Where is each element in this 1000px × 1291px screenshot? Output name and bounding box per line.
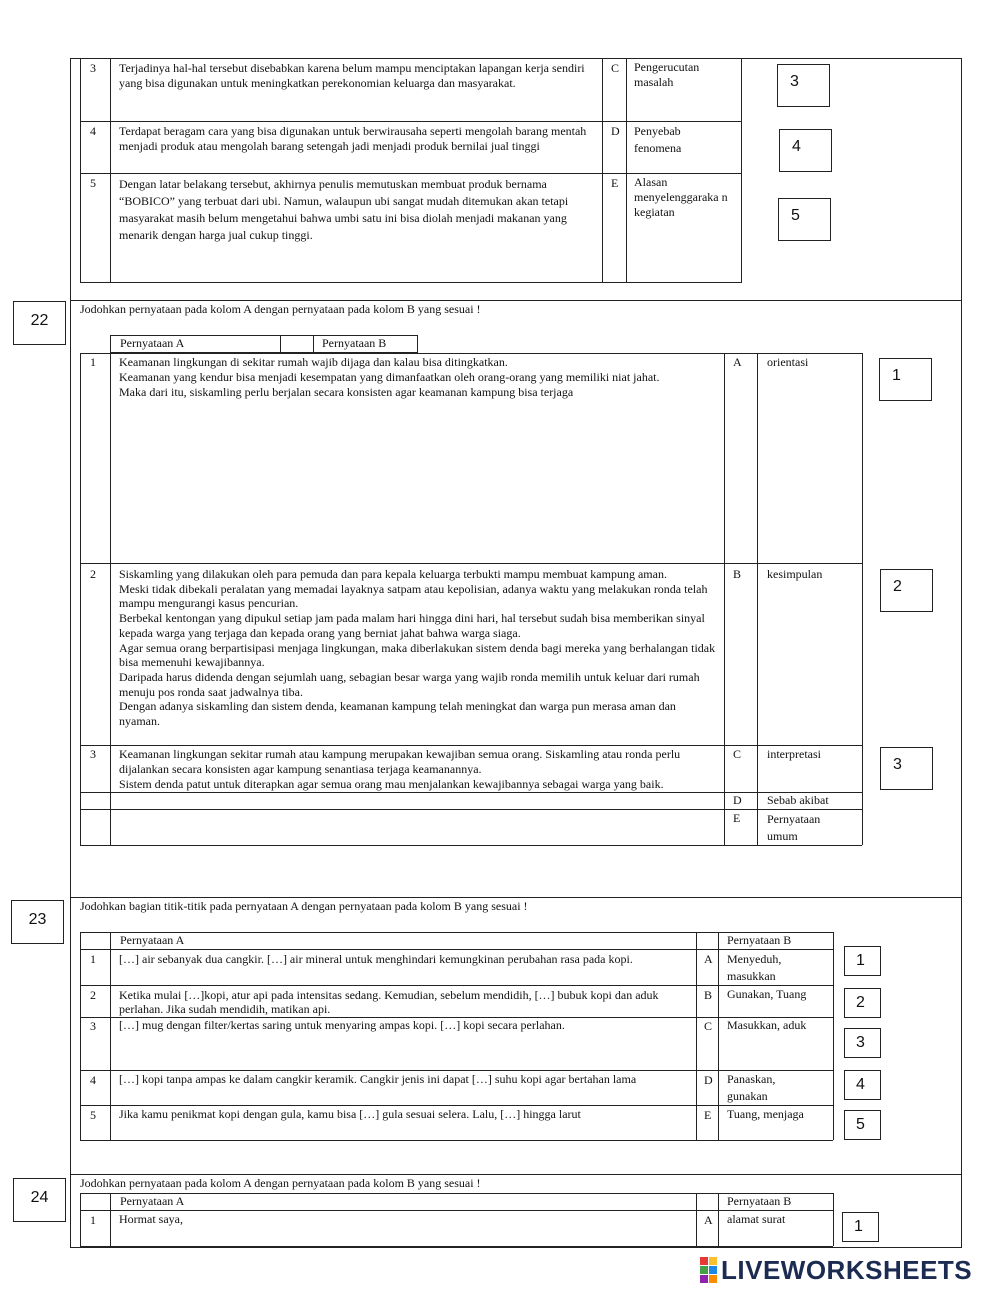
q23-row-text: […] mug dengan filter/kertas saring untuk menyaring ampas kopi. […] kopi secara perlahan. <box>119 1018 565 1032</box>
q22-row-letter: E <box>733 811 741 825</box>
q22-row-text: Keamanan lingkungan sekitar rumah atau kampung merupakan kewajiban semua orang. Siskamling atau ronda perlu dijalankan secara konsisten agar kampung senantiasa terjaga keamanannya. Sistem denda patut untuk diterapkan agar semua orang mau menjalankan kewajibannya sebagai warga yang baik. <box>119 747 681 791</box>
q23-row-option: Gunakan, Tuang <box>727 987 807 1001</box>
q23-row-letter: A <box>704 952 713 966</box>
q22-row-letter: D <box>733 793 742 807</box>
q24-header-a: Pernyataan A <box>120 1194 185 1208</box>
q24-row-letter: A <box>704 1213 713 1227</box>
q22-row-number: 3 <box>90 747 96 761</box>
q24-answer-box[interactable]: 1 <box>842 1212 879 1242</box>
q22-instruction: Jodohkan pernyataan pada kolom A dengan pernyataan pada kolom B yang sesuai ! <box>80 302 481 316</box>
q23-row-letter: D <box>704 1073 713 1087</box>
liveworksheets-logo <box>700 1256 972 1284</box>
q23-answer-box[interactable]: 5 <box>844 1110 881 1140</box>
q22-row-option: interpretasi <box>767 747 821 761</box>
q22-answer-box[interactable]: 2 <box>880 569 933 612</box>
question-number-box: 24 <box>13 1178 66 1222</box>
question-number-box: 23 <box>11 900 64 944</box>
q22-row-number: 1 <box>90 355 96 369</box>
q21-row-option: Pengerucutan masalah <box>634 60 700 89</box>
q23-row-number: 3 <box>90 1019 96 1033</box>
question-number-box: 22 <box>13 301 66 345</box>
q23-row-letter: E <box>704 1108 712 1122</box>
q23-row-option: Panaskan, gunakan <box>727 1072 776 1103</box>
logo-blocks-icon <box>700 1257 717 1283</box>
q22-row-option: kesimpulan <box>767 567 823 581</box>
q21-answer-box[interactable]: 5 <box>778 198 831 241</box>
q21-row-option: Penyebab fenomena <box>634 124 682 155</box>
q23-row-letter: B <box>704 988 713 1002</box>
q23-row-text: […] air sebanyak dua cangkir. […] air mineral untuk menghindari kemungkinan perubahan rasa pada kopi. <box>119 952 633 966</box>
q22-row-text: Keamanan lingkungan di sekitar rumah wajib dijaga dan kalau bisa ditingkatkan. Keamanan yang kendur bisa menjadi kesempatan yang dimanfaatkan oleh orang-orang yang memiliki niat jahat. Maka dari itu, siskamling perlu berjalan secara konsisten agar keamanan kampung bisa terjaga <box>119 355 660 399</box>
q21-row-number: 3 <box>90 61 96 75</box>
q22-row-letter: A <box>733 355 742 369</box>
q22-row-letter: B <box>733 567 742 581</box>
q21-row-letter: C <box>611 61 620 75</box>
q21-row-option: Alasan menyelenggaraka n kegiatan <box>634 175 728 219</box>
q23-answer-box[interactable]: 1 <box>844 946 881 976</box>
q24-row-text: Hormat saya, <box>119 1212 183 1226</box>
q21-row-letter: D <box>611 124 620 138</box>
q22-row-option: orientasi <box>767 355 809 369</box>
q22-row-option: Pernyataan umum <box>767 812 821 843</box>
brand-text: LIVEWORKSHEETS <box>721 1254 973 1285</box>
q23-header-b: Pernyataan B <box>727 933 792 947</box>
q23-instruction: Jodohkan bagian titik-titik pada pernyataan A dengan pernyataan pada kolom B yang sesuai ! <box>80 899 528 913</box>
q23-answer-box[interactable]: 3 <box>844 1028 881 1058</box>
q23-row-option: Masukkan, aduk <box>727 1018 807 1032</box>
q22-answer-box[interactable]: 1 <box>879 358 932 401</box>
q22-row-text: Siskamling yang dilakukan oleh para pemuda dan para kepala keluarga terbukti mampu membuat kampung aman. Meski tidak dibekali peralatan yang memadai layaknya satpam atau kepolisian, adanya waktu yang melakukan ronda telah mampu mengurangi kasus pencurian. Berbekal kentongan yang dipukul setiap jam pada malam hari hingga dini hari, hal tersebut sudah bisa memberikan sinyal kepada warga yang terjaga dan kepada orang yang berniat jahat bahwa warga siaga. Agar semua orang berpartisipasi menjaga lingkungan, maka diberlakukan sistem denda bagi mereka yang berhalangan tidak bisa memenuhi kewajibannya. Daripada harus didenda dengan sejumlah uang, sebagian besar warga yang wajib ronda memilih untuk keluar dari rumah menuju pos ronda saat jadwalnya tiba. Dengan adanya siskamling dan sistem denda, keamanan kampung telah meningkat dan warga pun merasa aman dan nyaman. <box>119 567 716 729</box>
q24-row-number: 1 <box>90 1213 96 1227</box>
q23-row-number: 1 <box>90 952 96 966</box>
q23-row-number: 5 <box>90 1108 96 1122</box>
q24-instruction: Jodohkan pernyataan pada kolom A dengan pernyataan pada kolom B yang sesuai ! <box>80 1176 481 1190</box>
q21-row-text: Dengan latar belakang tersebut, akhirnya penulis memutuskan membuat produk bernama “BOBICO” yang terbuat dari ubi. Namun, walaupun ubi sangat mudah ditemukan akan tetapi masyarakat masih belum mengetahui bahwa umbi satu ini bisa diolah menjadi makanan yang menarik dengan harga jual cukup tinggi. <box>119 177 569 242</box>
q21-answer-box[interactable]: 4 <box>779 129 832 172</box>
q21-answer-box[interactable]: 3 <box>777 64 830 107</box>
q23-row-letter: C <box>704 1019 713 1033</box>
q23-row-option: Tuang, menjaga <box>727 1107 804 1121</box>
q23-row-text: Ketika mulai […]kopi, atur api pada intensitas sedang. Kemudian, sebelum mendidih, […] bubuk kopi dan aduk perlahan. Jika sudah mendidih, matikan api. <box>119 988 659 1016</box>
q23-row-number: 4 <box>90 1073 96 1087</box>
q23-row-text: Jika kamu penikmat kopi dengan gula, kamu bisa […] gula sesuai selera. Lalu, […] hingga larut <box>119 1107 581 1121</box>
q22-header-b: Pernyataan B <box>322 336 387 350</box>
q23-header-a: Pernyataan A <box>120 933 185 947</box>
q22-row-number: 2 <box>90 567 96 581</box>
q22-row-letter: C <box>733 747 742 761</box>
q22-answer-box[interactable]: 3 <box>880 747 933 790</box>
q23-row-number: 2 <box>90 988 96 1002</box>
q23-answer-box[interactable]: 4 <box>844 1070 881 1100</box>
q21-row-number: 5 <box>90 176 96 190</box>
q22-row-option: Sebab akibat <box>767 793 829 807</box>
q21-row-text: Terjadinya hal-hal tersebut disebabkan karena belum mampu menciptakan lapangan kerja sendiri yang bisa digunakan untuk meningkatkan perekonomian keluarga dan masyarakat. <box>119 61 585 90</box>
q24-row-option: alamat surat <box>727 1212 786 1226</box>
q23-answer-box[interactable]: 2 <box>844 988 881 1018</box>
q24-header-b: Pernyataan B <box>727 1194 792 1208</box>
q23-row-option: Menyeduh, masukkan <box>727 952 782 983</box>
q23-row-text: […] kopi tanpa ampas ke dalam cangkir keramik. Cangkir jenis ini dapat […] suhu kopi agar bertahan lama <box>119 1072 637 1086</box>
q21-row-letter: E <box>611 176 619 190</box>
q21-row-text: Terdapat beragam cara yang bisa digunakan untuk berwirausaha seperti mengolah barang mentah menjadi produk atau mengolah barang setengah jadi menjadi produk bernilai jual tinggi <box>119 124 587 153</box>
q21-row-number: 4 <box>90 124 96 138</box>
q22-header-a: Pernyataan A <box>120 336 185 350</box>
